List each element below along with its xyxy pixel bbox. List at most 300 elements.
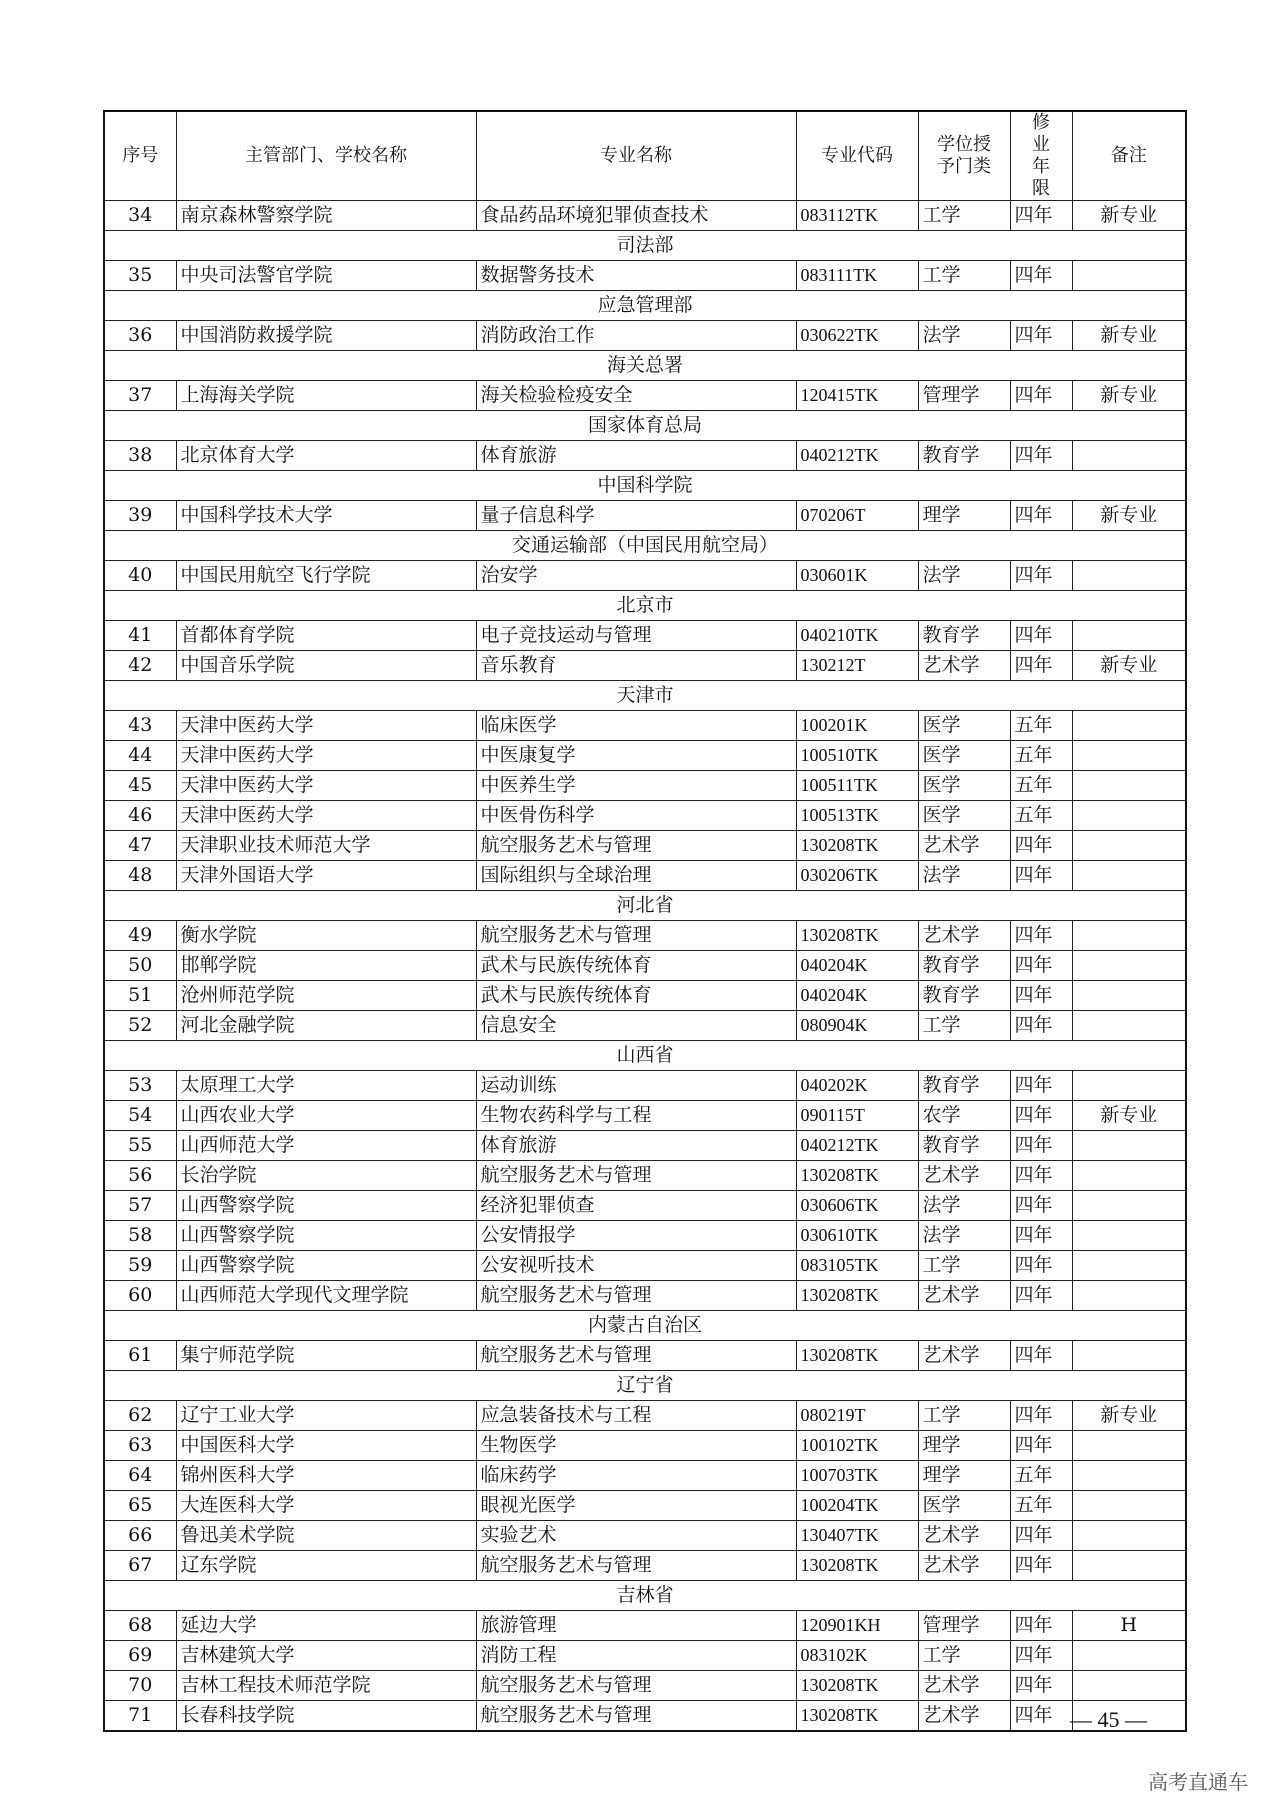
- section-title: 中国科学院: [104, 471, 1186, 501]
- watermark-text: 高考直通车: [1148, 1770, 1248, 1794]
- cell-school: 中国民用航空飞行学院: [176, 561, 476, 591]
- section-row: [104, 1581, 1186, 1611]
- cell-school: 辽东学院: [176, 1551, 476, 1581]
- cell-code: 083112TK: [796, 201, 918, 231]
- cell-code: 130208TK: [796, 1341, 918, 1371]
- cell-note: [1072, 771, 1186, 801]
- cell-school: 首都体育学院: [176, 621, 476, 651]
- table-row: [104, 1431, 1186, 1461]
- cell-degree: 艺术学: [918, 651, 1010, 681]
- cell-note: [1072, 831, 1186, 861]
- cell-years: 四年: [1010, 561, 1072, 591]
- table-header-row: [104, 111, 1186, 201]
- cell-degree: 教育学: [918, 1071, 1010, 1101]
- cell-note: [1072, 1551, 1186, 1581]
- cell-num: 47: [104, 831, 176, 861]
- cell-school: 上海海关学院: [176, 381, 476, 411]
- table-row: [104, 981, 1186, 1011]
- section-row: [104, 531, 1186, 561]
- cell-code: 130208TK: [796, 831, 918, 861]
- cell-school: 天津职业技术师范大学: [176, 831, 476, 861]
- cell-note: [1072, 1071, 1186, 1101]
- cell-major: 航空服务艺术与管理: [476, 1701, 796, 1732]
- cell-major: 航空服务艺术与管理: [476, 1161, 796, 1191]
- cell-degree: 理学: [918, 1431, 1010, 1461]
- cell-school: 衡水学院: [176, 921, 476, 951]
- table-row: [104, 1251, 1186, 1281]
- cell-degree: 法学: [918, 1221, 1010, 1251]
- cell-degree: 法学: [918, 561, 1010, 591]
- section-title: 山西省: [104, 1041, 1186, 1071]
- cell-note: [1072, 741, 1186, 771]
- cell-note: [1072, 1431, 1186, 1461]
- cell-note: [1072, 861, 1186, 891]
- majors-table: [103, 110, 1187, 1732]
- cell-num: 41: [104, 621, 176, 651]
- cell-code: 030206TK: [796, 861, 918, 891]
- cell-degree: 教育学: [918, 441, 1010, 471]
- cell-code: 083111TK: [796, 261, 918, 291]
- cell-num: 68: [104, 1611, 176, 1641]
- cell-num: 36: [104, 321, 176, 351]
- header-code: 专业代码: [796, 111, 918, 201]
- cell-major: 体育旅游: [476, 441, 796, 471]
- section-row: [104, 1311, 1186, 1341]
- cell-degree: 教育学: [918, 1131, 1010, 1161]
- cell-code: 130208TK: [796, 1701, 918, 1732]
- cell-years: 四年: [1010, 501, 1072, 531]
- cell-note: [1072, 1011, 1186, 1041]
- cell-major: 航空服务艺术与管理: [476, 1671, 796, 1701]
- cell-years: 五年: [1010, 711, 1072, 741]
- cell-num: 64: [104, 1461, 176, 1491]
- cell-note: H: [1072, 1611, 1186, 1641]
- cell-school: 山西警察学院: [176, 1251, 476, 1281]
- header-major: 专业名称: [476, 111, 796, 201]
- cell-school: 中国消防救援学院: [176, 321, 476, 351]
- table-row: [104, 501, 1186, 531]
- cell-degree: 医学: [918, 741, 1010, 771]
- page-number: — 45 —: [1070, 1707, 1147, 1732]
- cell-num: 67: [104, 1551, 176, 1581]
- header-num: 序号: [104, 111, 176, 201]
- table-row: [104, 1461, 1186, 1491]
- cell-years: 四年: [1010, 861, 1072, 891]
- cell-note: [1072, 711, 1186, 741]
- cell-years: 四年: [1010, 201, 1072, 231]
- cell-school: 天津外国语大学: [176, 861, 476, 891]
- cell-code: 130208TK: [796, 1161, 918, 1191]
- cell-num: 45: [104, 771, 176, 801]
- header-years: 修业年限: [1010, 111, 1072, 201]
- cell-major: 食品药品环境犯罪侦查技术: [476, 201, 796, 231]
- cell-years: 四年: [1010, 921, 1072, 951]
- table-row: [104, 1641, 1186, 1671]
- cell-note: [1072, 1221, 1186, 1251]
- cell-degree: 教育学: [918, 981, 1010, 1011]
- cell-years: 四年: [1010, 1071, 1072, 1101]
- cell-years: 四年: [1010, 831, 1072, 861]
- cell-years: 四年: [1010, 1221, 1072, 1251]
- cell-note: 新专业: [1072, 381, 1186, 411]
- table-body: [104, 201, 1186, 1732]
- cell-years: 四年: [1010, 1011, 1072, 1041]
- cell-code: 040212TK: [796, 1131, 918, 1161]
- cell-code: 030606TK: [796, 1191, 918, 1221]
- table-row: [104, 1671, 1186, 1701]
- cell-num: 46: [104, 801, 176, 831]
- cell-school: 沧州师范学院: [176, 981, 476, 1011]
- cell-degree: 艺术学: [918, 1701, 1010, 1732]
- cell-degree: 管理学: [918, 381, 1010, 411]
- cell-school: 山西师范大学: [176, 1131, 476, 1161]
- cell-num: 50: [104, 951, 176, 981]
- cell-num: 49: [104, 921, 176, 951]
- cell-degree: 艺术学: [918, 1671, 1010, 1701]
- cell-num: 61: [104, 1341, 176, 1371]
- cell-note: [1072, 1491, 1186, 1521]
- cell-years: 四年: [1010, 1101, 1072, 1131]
- cell-major: 中医养生学: [476, 771, 796, 801]
- cell-note: 新专业: [1072, 1401, 1186, 1431]
- cell-note: [1072, 1251, 1186, 1281]
- cell-years: 四年: [1010, 651, 1072, 681]
- cell-num: 54: [104, 1101, 176, 1131]
- cell-code: 130208TK: [796, 1281, 918, 1311]
- cell-num: 44: [104, 741, 176, 771]
- cell-school: 北京体育大学: [176, 441, 476, 471]
- cell-code: 030622TK: [796, 321, 918, 351]
- cell-num: 60: [104, 1281, 176, 1311]
- cell-years: 五年: [1010, 771, 1072, 801]
- table-row: [104, 1191, 1186, 1221]
- cell-code: 130208TK: [796, 1551, 918, 1581]
- cell-school: 中央司法警官学院: [176, 261, 476, 291]
- table-row: [104, 771, 1186, 801]
- cell-major: 实验艺术: [476, 1521, 796, 1551]
- cell-years: 四年: [1010, 621, 1072, 651]
- cell-note: 新专业: [1072, 321, 1186, 351]
- cell-degree: 理学: [918, 501, 1010, 531]
- cell-note: 新专业: [1072, 651, 1186, 681]
- cell-num: 34: [104, 201, 176, 231]
- cell-years: 四年: [1010, 951, 1072, 981]
- cell-years: 四年: [1010, 1671, 1072, 1701]
- cell-note: [1072, 1191, 1186, 1221]
- cell-code: 040212TK: [796, 441, 918, 471]
- cell-school: 山西警察学院: [176, 1221, 476, 1251]
- cell-major: 旅游管理: [476, 1611, 796, 1641]
- cell-code: 100703TK: [796, 1461, 918, 1491]
- cell-years: 四年: [1010, 1431, 1072, 1461]
- cell-num: 38: [104, 441, 176, 471]
- cell-major: 数据警务技术: [476, 261, 796, 291]
- cell-code: 130208TK: [796, 1671, 918, 1701]
- cell-num: 48: [104, 861, 176, 891]
- table-row: [104, 741, 1186, 771]
- cell-school: 集宁师范学院: [176, 1341, 476, 1371]
- cell-degree: 艺术学: [918, 1281, 1010, 1311]
- cell-years: 四年: [1010, 441, 1072, 471]
- cell-num: 63: [104, 1431, 176, 1461]
- table-row: [104, 321, 1186, 351]
- cell-major: 公安情报学: [476, 1221, 796, 1251]
- section-row: [104, 291, 1186, 321]
- cell-major: 中医骨伤科学: [476, 801, 796, 831]
- cell-major: 武术与民族传统体育: [476, 981, 796, 1011]
- cell-num: 55: [104, 1131, 176, 1161]
- cell-degree: 工学: [918, 1011, 1010, 1041]
- cell-school: 辽宁工业大学: [176, 1401, 476, 1431]
- cell-school: 锦州医科大学: [176, 1461, 476, 1491]
- cell-code: 030601K: [796, 561, 918, 591]
- section-row: [104, 681, 1186, 711]
- cell-years: 四年: [1010, 1161, 1072, 1191]
- cell-school: 太原理工大学: [176, 1071, 476, 1101]
- table-row: [104, 801, 1186, 831]
- table-row: [104, 1011, 1186, 1041]
- cell-code: 070206T: [796, 501, 918, 531]
- table-row: [104, 1221, 1186, 1251]
- cell-code: 120901KH: [796, 1611, 918, 1641]
- cell-major: 航空服务艺术与管理: [476, 1281, 796, 1311]
- table-row: [104, 1131, 1186, 1161]
- cell-major: 应急装备技术与工程: [476, 1401, 796, 1431]
- table-row: [104, 1491, 1186, 1521]
- cell-major: 经济犯罪侦查: [476, 1191, 796, 1221]
- cell-years: 四年: [1010, 321, 1072, 351]
- cell-major: 生物农药科学与工程: [476, 1101, 796, 1131]
- cell-code: 040202K: [796, 1071, 918, 1101]
- cell-code: 100510TK: [796, 741, 918, 771]
- cell-num: 52: [104, 1011, 176, 1041]
- cell-note: 新专业: [1072, 201, 1186, 231]
- section-title: 国家体育总局: [104, 411, 1186, 441]
- cell-school: 邯郸学院: [176, 951, 476, 981]
- cell-years: 四年: [1010, 981, 1072, 1011]
- cell-num: 71: [104, 1701, 176, 1732]
- cell-major: 临床药学: [476, 1461, 796, 1491]
- section-row: [104, 351, 1186, 381]
- section-row: [104, 471, 1186, 501]
- cell-major: 航空服务艺术与管理: [476, 1551, 796, 1581]
- cell-school: 中国科学技术大学: [176, 501, 476, 531]
- section-row: [104, 411, 1186, 441]
- cell-years: 四年: [1010, 1611, 1072, 1641]
- cell-note: [1072, 921, 1186, 951]
- cell-note: [1072, 1161, 1186, 1191]
- table-row: [104, 621, 1186, 651]
- cell-school: 大连医科大学: [176, 1491, 476, 1521]
- cell-code: 040204K: [796, 981, 918, 1011]
- cell-num: 35: [104, 261, 176, 291]
- cell-years: 五年: [1010, 1491, 1072, 1521]
- table-row: [104, 561, 1186, 591]
- cell-code: 100201K: [796, 711, 918, 741]
- cell-note: [1072, 801, 1186, 831]
- cell-degree: 工学: [918, 201, 1010, 231]
- cell-degree: 管理学: [918, 1611, 1010, 1641]
- cell-major: 航空服务艺术与管理: [476, 921, 796, 951]
- section-title: 司法部: [104, 231, 1186, 261]
- cell-code: 030610TK: [796, 1221, 918, 1251]
- cell-note: [1072, 1461, 1186, 1491]
- cell-major: 临床医学: [476, 711, 796, 741]
- cell-major: 消防工程: [476, 1641, 796, 1671]
- cell-num: 69: [104, 1641, 176, 1671]
- cell-major: 治安学: [476, 561, 796, 591]
- cell-school: 吉林工程技术师范学院: [176, 1671, 476, 1701]
- cell-years: 四年: [1010, 1401, 1072, 1431]
- cell-years: 五年: [1010, 741, 1072, 771]
- cell-school: 天津中医药大学: [176, 711, 476, 741]
- table-row: [104, 1401, 1186, 1431]
- cell-degree: 法学: [918, 861, 1010, 891]
- cell-major: 信息安全: [476, 1011, 796, 1041]
- cell-code: 130212T: [796, 651, 918, 681]
- cell-degree: 医学: [918, 801, 1010, 831]
- section-title: 内蒙古自治区: [104, 1311, 1186, 1341]
- cell-note: [1072, 1641, 1186, 1671]
- cell-degree: 法学: [918, 321, 1010, 351]
- cell-note: 新专业: [1072, 501, 1186, 531]
- cell-school: 长治学院: [176, 1161, 476, 1191]
- cell-major: 眼视光医学: [476, 1491, 796, 1521]
- cell-code: 080219T: [796, 1401, 918, 1431]
- section-title: 吉林省: [104, 1581, 1186, 1611]
- cell-major: 中医康复学: [476, 741, 796, 771]
- cell-years: 四年: [1010, 1641, 1072, 1671]
- cell-note: [1072, 951, 1186, 981]
- cell-num: 39: [104, 501, 176, 531]
- cell-years: 四年: [1010, 1281, 1072, 1311]
- table-row: [104, 651, 1186, 681]
- cell-degree: 艺术学: [918, 1521, 1010, 1551]
- cell-note: [1072, 1521, 1186, 1551]
- cell-years: 四年: [1010, 1251, 1072, 1281]
- cell-num: 66: [104, 1521, 176, 1551]
- table-row: [104, 1101, 1186, 1131]
- cell-note: [1072, 561, 1186, 591]
- cell-degree: 艺术学: [918, 1341, 1010, 1371]
- cell-degree: 工学: [918, 1401, 1010, 1431]
- cell-note: [1072, 441, 1186, 471]
- table-row: [104, 201, 1186, 231]
- cell-years: 四年: [1010, 1341, 1072, 1371]
- cell-degree: 工学: [918, 261, 1010, 291]
- cell-years: 四年: [1010, 261, 1072, 291]
- cell-degree: 农学: [918, 1101, 1010, 1131]
- cell-code: 100513TK: [796, 801, 918, 831]
- cell-degree: 医学: [918, 771, 1010, 801]
- cell-major: 国际组织与全球治理: [476, 861, 796, 891]
- cell-code: 083102K: [796, 1641, 918, 1671]
- table-row: [104, 1161, 1186, 1191]
- cell-degree: 工学: [918, 1251, 1010, 1281]
- cell-num: 65: [104, 1491, 176, 1521]
- table-row: [104, 861, 1186, 891]
- cell-num: 37: [104, 381, 176, 411]
- cell-num: 62: [104, 1401, 176, 1431]
- cell-major: 体育旅游: [476, 1131, 796, 1161]
- cell-code: 100102TK: [796, 1431, 918, 1461]
- table-row: [104, 921, 1186, 951]
- section-title: 北京市: [104, 591, 1186, 621]
- cell-school: 河北金融学院: [176, 1011, 476, 1041]
- cell-school: 山西农业大学: [176, 1101, 476, 1131]
- table-row: [104, 831, 1186, 861]
- majors-table-container: [103, 110, 1185, 1732]
- cell-note: [1072, 981, 1186, 1011]
- cell-major: 武术与民族传统体育: [476, 951, 796, 981]
- cell-years: 四年: [1010, 1521, 1072, 1551]
- cell-note: [1072, 1281, 1186, 1311]
- cell-years: 五年: [1010, 1461, 1072, 1491]
- cell-note: [1072, 1341, 1186, 1371]
- cell-num: 53: [104, 1071, 176, 1101]
- cell-major: 电子竞技运动与管理: [476, 621, 796, 651]
- section-row: [104, 891, 1186, 921]
- cell-degree: 教育学: [918, 621, 1010, 651]
- cell-degree: 艺术学: [918, 921, 1010, 951]
- cell-major: 量子信息科学: [476, 501, 796, 531]
- header-school: 主管部门、学校名称: [176, 111, 476, 201]
- cell-degree: 艺术学: [918, 831, 1010, 861]
- cell-num: 57: [104, 1191, 176, 1221]
- section-title: 应急管理部: [104, 291, 1186, 321]
- table-row: [104, 1071, 1186, 1101]
- cell-code: 130407TK: [796, 1521, 918, 1551]
- table-row: [104, 261, 1186, 291]
- cell-school: 吉林建筑大学: [176, 1641, 476, 1671]
- table-row: [104, 1551, 1186, 1581]
- cell-major: 航空服务艺术与管理: [476, 1341, 796, 1371]
- table-row: [104, 1281, 1186, 1311]
- cell-code: 130208TK: [796, 921, 918, 951]
- cell-degree: 教育学: [918, 951, 1010, 981]
- table-row: [104, 1611, 1186, 1641]
- cell-degree: 艺术学: [918, 1551, 1010, 1581]
- cell-num: 51: [104, 981, 176, 1011]
- cell-school: 长春科技学院: [176, 1701, 476, 1732]
- cell-code: 080904K: [796, 1011, 918, 1041]
- cell-school: 山西师范大学现代文理学院: [176, 1281, 476, 1311]
- section-title: 河北省: [104, 891, 1186, 921]
- cell-num: 58: [104, 1221, 176, 1251]
- table-row: [104, 381, 1186, 411]
- section-row: [104, 1371, 1186, 1401]
- header-note: 备注: [1072, 111, 1186, 201]
- section-title: 海关总署: [104, 351, 1186, 381]
- cell-num: 40: [104, 561, 176, 591]
- table-row: [104, 441, 1186, 471]
- cell-num: 70: [104, 1671, 176, 1701]
- cell-school: 天津中医药大学: [176, 741, 476, 771]
- cell-note: [1072, 261, 1186, 291]
- section-row: [104, 591, 1186, 621]
- cell-num: 59: [104, 1251, 176, 1281]
- cell-num: 42: [104, 651, 176, 681]
- cell-degree: 理学: [918, 1461, 1010, 1491]
- cell-code: 090115T: [796, 1101, 918, 1131]
- cell-school: 中国医科大学: [176, 1431, 476, 1461]
- cell-school: 鲁迅美术学院: [176, 1521, 476, 1551]
- cell-school: 南京森林警察学院: [176, 201, 476, 231]
- cell-note: [1072, 1131, 1186, 1161]
- cell-code: 040210TK: [796, 621, 918, 651]
- cell-note: [1072, 621, 1186, 651]
- cell-code: 120415TK: [796, 381, 918, 411]
